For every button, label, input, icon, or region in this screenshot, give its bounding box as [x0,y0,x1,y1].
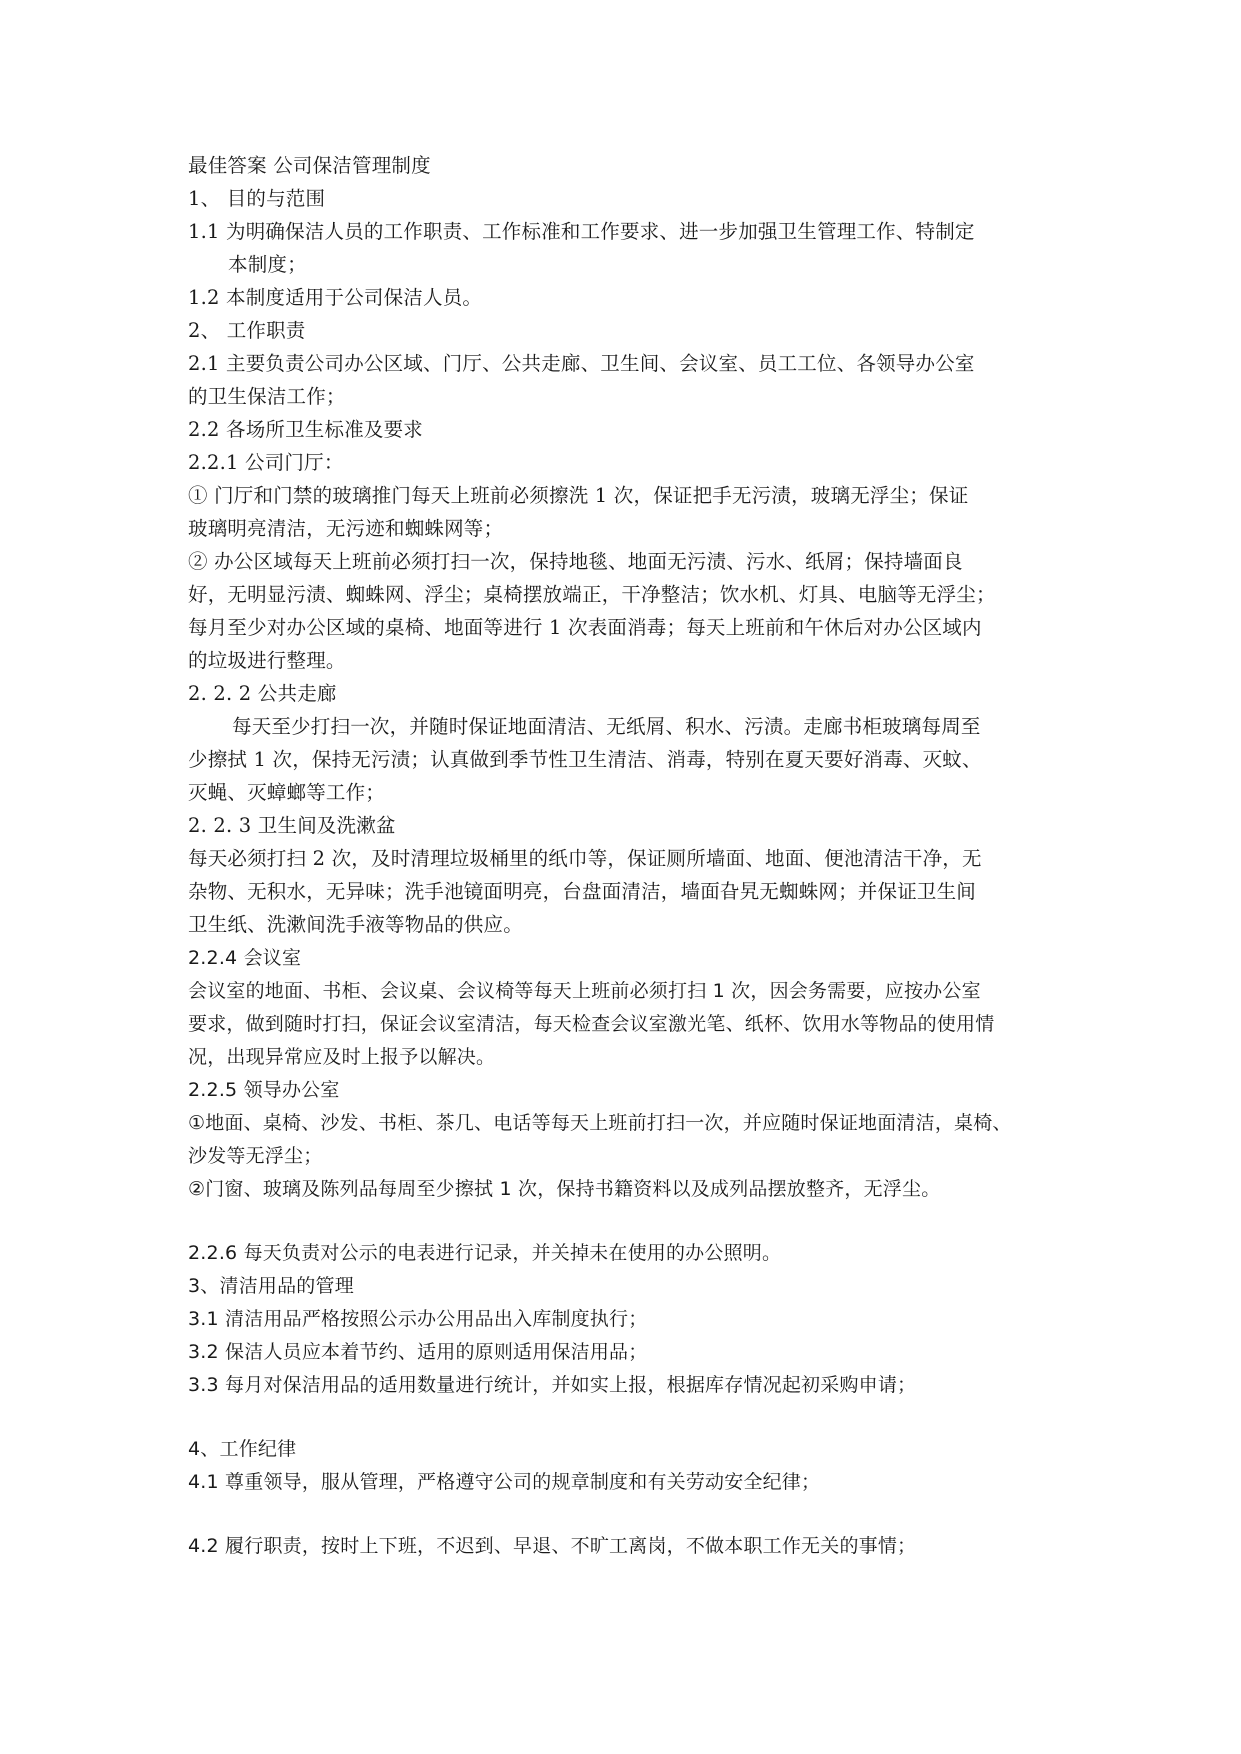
clause-line: 灭蝇、灭蟑螂等工作； [188,781,386,804]
subsection-heading: 2.2.5 领导办公室 [188,1079,340,1101]
clause-line: 3.2 保洁人员应本着节约、适用的原则适用保洁用品； [188,1341,648,1363]
clause-line: 少擦拭 1 次，保持无污渍；认真做到季节性卫生清洁、消毒，特别在夏天要好消毒、灭蚊、 [188,748,982,771]
clause-line: 本制度； [228,253,307,276]
clause-line: 2.1 主要负责公司办公区域、门厅、公共走廊、卫生间、会议室、员工工位、各领导办公室 [188,352,975,375]
clause-line: ① 门厅和门禁的玻璃推门每天上班前必须擦洗 1 次，保证把手无污渍，玻璃无浮尘；保证 [188,484,969,507]
clause-line: ② 办公区域每天上班前必须打扫一次，保持地毯、地面无污渍、污水、纸屑；保持墙面良 [188,550,963,573]
clause-line: 4.1 尊重领导，服从管理，严格遵守公司的规章制度和有关劳动安全纪律； [188,1471,821,1493]
clause-line: 每天必须打扫 2 次，及时清理垃圾桶里的纸巾等，保证厕所墙面、地面、便池清洁干净，无 [188,847,982,870]
subsection-heading: 2. 2. 3 卫生间及洗漱盆 [188,814,396,837]
clause-line: 4.2 履行职责，按时上下班，不迟到、早退、不旷工离岗，不做本职工作无关的事情； [188,1535,917,1557]
clause-line: ①地面、桌椅、沙发、书柜、茶几、电话等每天上班前打扫一次，并应随时保证地面清洁，桌椅、 [188,1112,1012,1134]
clause-line: ②门窗、玻璃及陈列品每周至少擦拭 1 次，保持书籍资料以及成列品摆放整齐，无浮尘。 [188,1178,941,1200]
subsection-heading: 2. 2. 2 公共走廊 [188,682,337,705]
clause-line: 要求，做到随时打扫，保证会议室清洁，每天检查会议室激光笔、纸杯、饮用水等物品的使用情 [188,1013,995,1035]
clause-line: 2.2.6 每天负责对公示的电表进行记录，并关掉未在使用的办公照明。 [188,1242,782,1264]
clause-line: 3.3 每月对保洁用品的适用数量进行统计，并如实上报，根据库存情况起初采购申请； [188,1374,917,1396]
clause-line: 况，出现异常应及时上报予以解决。 [188,1046,496,1068]
clause-line: 2.2 各场所卫生标准及要求 [188,418,424,441]
clause-line: 的垃圾进行整理。 [188,649,346,672]
clause-line: 杂物、无积水，无异味；洗手池镜面明亮，台盘面清洁，墙面旮旯无蜘蛛网；并保证卫生间 [188,880,977,903]
clause-line: 1.1 为明确保洁人员的工作职责、工作标准和工作要求、进一步加强卫生管理工作、特制定 [188,220,975,243]
clause-line: 的卫生保洁工作； [188,385,346,408]
subsection-heading: 2.2.4 会议室 [188,947,302,969]
clause-line: 卫生纸、洗漱间洗手液等物品的供应。 [188,913,523,936]
section-heading: 1、 目的与范围 [188,187,326,210]
section-heading: 2、 工作职责 [188,319,306,342]
section-heading: 3、清洁用品的管理 [188,1275,354,1297]
document-title: 最佳答案 公司保洁管理制度 [188,154,431,177]
clause-line: 3.1 清洁用品严格按照公示办公用品出入库制度执行； [188,1308,648,1330]
clause-line: 每月至少对办公区域的桌椅、地面等进行 1 次表面消毒；每天上班前和午休后对办公区域内 [188,616,982,639]
section-heading: 4、工作纪律 [188,1438,297,1460]
clause-line: 玻璃明亮清洁，无污迹和蜘蛛网等； [188,517,504,540]
subsection-heading: 2.2.1 公司门厅： [188,451,344,474]
clause-line: 每天至少打扫一次，并随时保证地面清洁、无纸屑、积水、污渍。走廊书柜玻璃每周至 [232,715,981,738]
clause-line: 好，无明显污渍、蜘蛛网、浮尘；桌椅摆放端正，干净整洁；饮水机、灯具、电脑等无浮尘； [188,583,996,606]
clause-line: 沙发等无浮尘； [188,1145,323,1167]
clause-line: 1.2 本制度适用于公司保洁人员。 [188,286,483,309]
clause-line: 会议室的地面、书柜、会议桌、会议椅等每天上班前必须打扫 1 次，因会务需要，应按办公室 [188,980,981,1002]
